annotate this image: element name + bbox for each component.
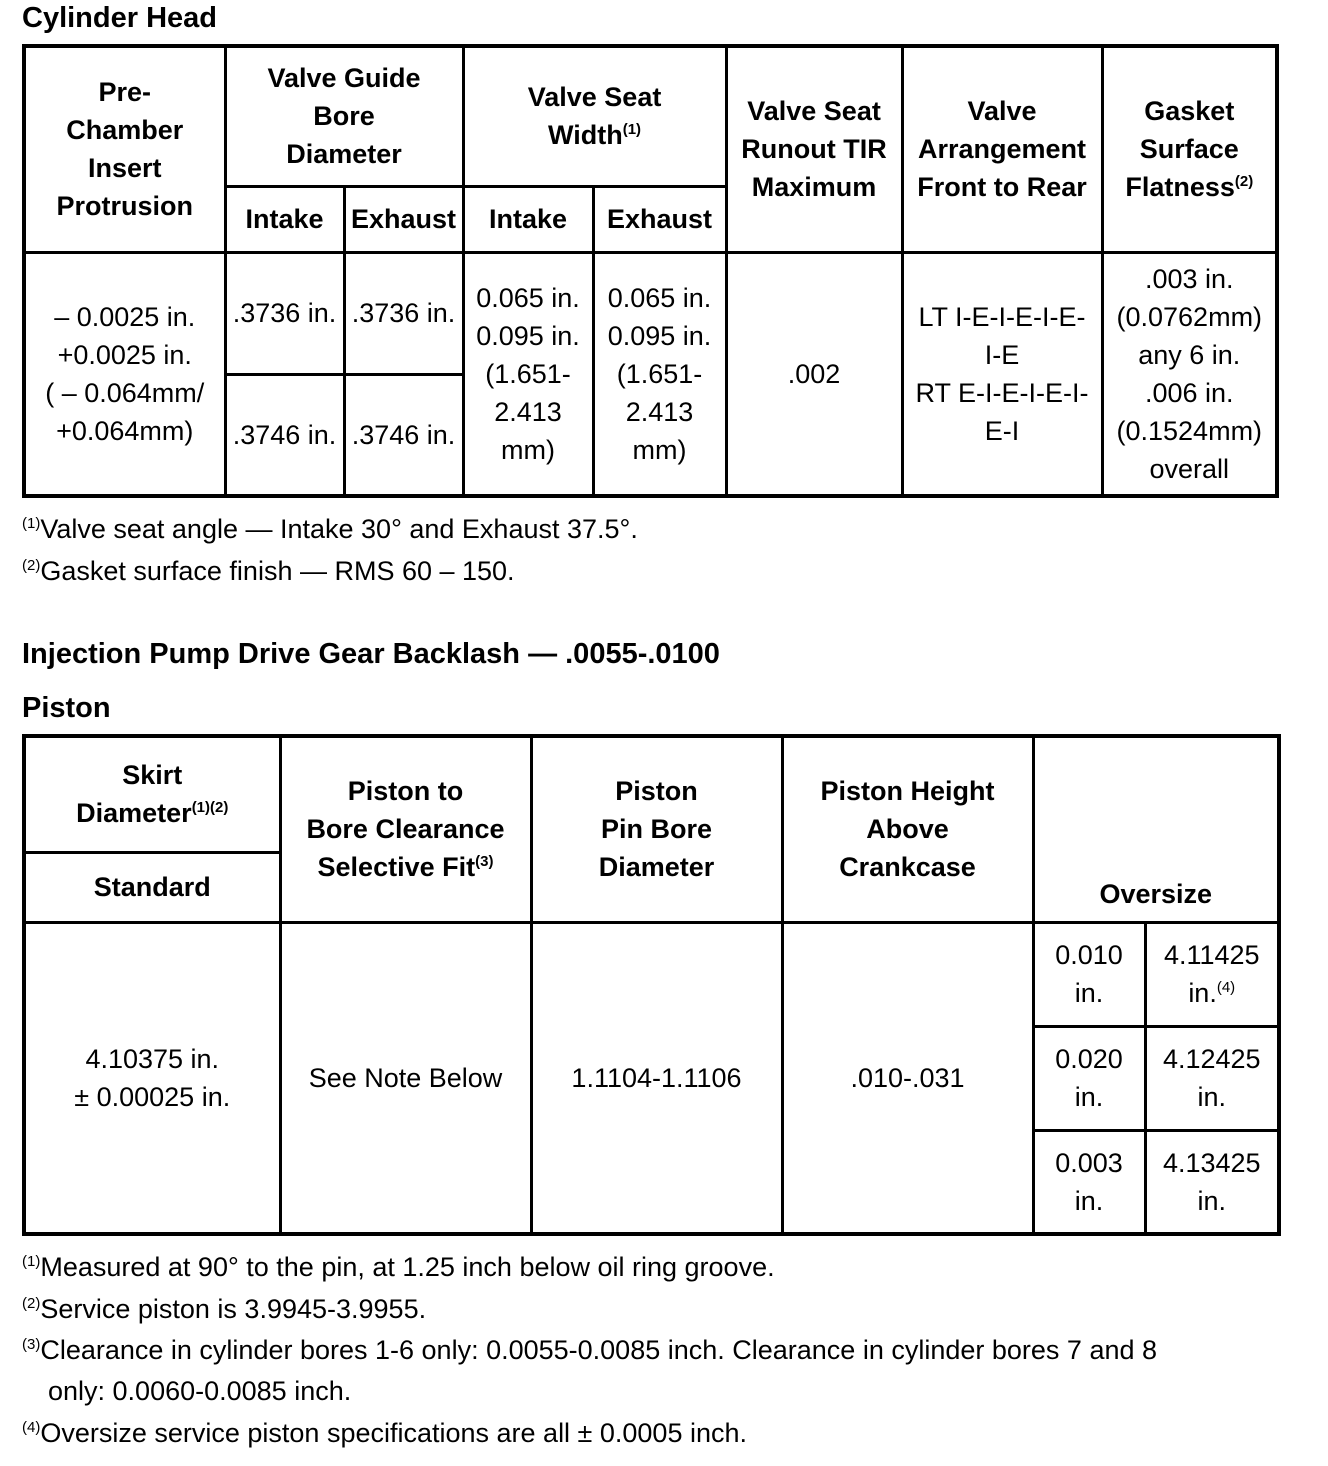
note-text: only: 0.0060-0.0085 inch. — [48, 1376, 352, 1406]
note-ref: (1) — [22, 515, 41, 532]
value-pre-chamber: – 0.0025 in. +0.0025 in. ( – 0.064mm/ +0.064mm) — [24, 252, 225, 496]
header-height: Piston Height Above Crankcase — [782, 736, 1033, 922]
note-ref: (4) — [22, 1419, 41, 1436]
value-pin-bore: 1.1104-1.1106 — [531, 922, 782, 1234]
header-valve-seat-width-label: Valve Seat Width — [527, 82, 662, 151]
piston-note-4 — [22, 1416, 747, 1450]
header-flatness-label: Gasket Surface Flatness — [1125, 96, 1239, 203]
value-guide-exhaust-2: .3746 in. — [344, 374, 463, 496]
oversize-size-3: 0.003 in. — [1033, 1130, 1145, 1234]
oversize-diameter-3: 4.13425 in. — [1145, 1130, 1279, 1234]
header-oversize: Oversize — [1033, 736, 1279, 922]
footnote-ref-1-2: (1)(2) — [191, 799, 229, 817]
header-guide-intake: Intake — [225, 186, 344, 252]
note-ref: (2) — [22, 557, 41, 574]
oversize-size-1: 0.010 in. — [1033, 922, 1145, 1026]
header-clearance-label: Piston to Bore Clearance Selective Fit — [306, 776, 505, 883]
note-ref: (2) — [22, 1295, 41, 1312]
note-text: Gasket surface finish — RMS 60 – 150. — [40, 556, 515, 586]
header-seat-exhaust: Exhaust — [593, 186, 726, 252]
oversize-diameter-1 — [1145, 922, 1279, 1026]
header-skirt — [24, 736, 280, 852]
header-clearance — [280, 736, 531, 922]
piston-note-3 — [22, 1333, 1157, 1367]
cylinder-head-title: Cylinder Head — [22, 2, 217, 34]
footnote-ref-2: (2) — [1234, 173, 1254, 191]
note-text: Valve seat angle — Intake 30° and Exhaust 37.5°. — [40, 514, 638, 544]
header-valve-guide: Valve Guide Bore Diameter — [225, 46, 463, 186]
oversize-size-2: 0.020 in. — [1033, 1026, 1145, 1130]
value-runout: .002 — [726, 252, 902, 496]
header-pre-chamber: Pre- Chamber Insert Protrusion — [24, 46, 225, 252]
value-seat-exhaust: 0.065 in. 0.095 in. (1.651- 2.413 mm) — [593, 252, 726, 496]
header-seat-intake: Intake — [463, 186, 593, 252]
header-pin-bore: Piston Pin Bore Diameter — [531, 736, 782, 922]
value-standard: 4.10375 in. ± 0.00025 in. — [24, 922, 280, 1234]
oversize-diameter-1-value: 4.11425 in. — [1163, 940, 1260, 1008]
footnote-ref-4: (4) — [1216, 979, 1236, 996]
note-text: Service piston is 3.9945-3.9955. — [40, 1294, 427, 1324]
note-ref: (3) — [22, 1336, 41, 1353]
value-clearance: See Note Below — [280, 922, 531, 1234]
value-seat-intake: 0.065 in. 0.095 in. (1.651- 2.413 mm) — [463, 252, 593, 496]
footnote-ref-1: (1) — [622, 121, 642, 139]
piston-table — [22, 734, 1281, 1236]
note-text: Measured at 90° to the pin, at 1.25 inch below oil ring groove. — [40, 1252, 775, 1282]
value-guide-intake-2: .3746 in. — [225, 374, 344, 496]
header-skirt-label: Skirt Diameter — [76, 760, 192, 829]
header-standard: Standard — [24, 852, 280, 922]
cylinder-note-1 — [22, 512, 638, 546]
value-height: .010-.031 — [782, 922, 1033, 1234]
note-text: Clearance in cylinder bores 1-6 only: 0.0055-0.0085 inch. Clearance in cylinder bores 7 and 8 — [40, 1335, 1158, 1365]
oversize-diameter-2: 4.12425 in. — [1145, 1026, 1279, 1130]
cylinder-note-2 — [22, 554, 515, 588]
piston-note-1 — [22, 1250, 775, 1284]
header-flatness — [1102, 46, 1277, 252]
header-arrangement: Valve Arrangement Front to Rear — [902, 46, 1102, 252]
header-runout: Valve Seat Runout TIR Maximum — [726, 46, 902, 252]
header-guide-exhaust: Exhaust — [344, 186, 463, 252]
footnote-ref-3: (3) — [475, 853, 494, 871]
value-guide-exhaust-1: .3736 in. — [344, 252, 463, 374]
note-ref: (1) — [22, 1253, 41, 1270]
value-flatness: .003 in. (0.0762mm) any 6 in. .006 in. (0.1524mm) overall — [1102, 252, 1277, 496]
piston-note-3-cont — [22, 1374, 351, 1408]
value-arrangement: LT I-E-I-E-I-E- I-E RT E-I-E-I-E-I- E-I — [902, 252, 1102, 496]
value-guide-intake-1: .3736 in. — [225, 252, 344, 374]
note-text: Oversize service piston specifications are all ± 0.0005 inch. — [40, 1418, 747, 1448]
piston-note-2 — [22, 1292, 426, 1326]
cylinder-head-table — [22, 44, 1279, 498]
piston-title: Piston — [22, 692, 111, 724]
backlash-heading: Injection Pump Drive Gear Backlash — .0055-.0100 — [22, 638, 720, 670]
header-valve-seat-width — [463, 46, 726, 186]
